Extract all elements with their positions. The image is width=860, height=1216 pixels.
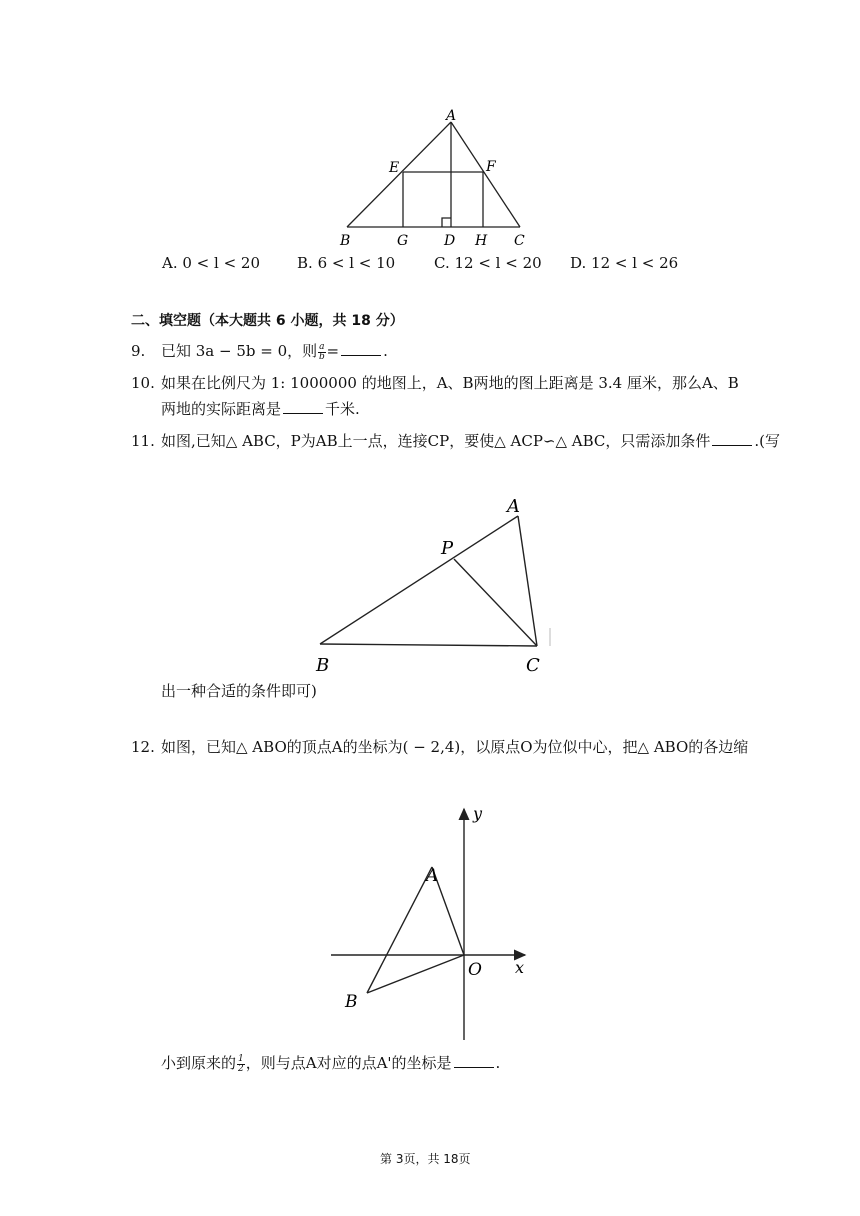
question-11: 11. 如图,已知△ ABC，P为AB上一点，连接CP，要使△ ACP∽△ ABC，只需添加条件 .(写 xyxy=(131,432,781,450)
label-h: H xyxy=(475,233,488,249)
question-11-line1: 如图,已知△ ABC，P为AB上一点，连接CP，要使△ ACP∽△ ABC，只需添加条件 xyxy=(161,432,711,450)
label-g: G xyxy=(397,233,409,249)
section-title: 二、填空题（本大题共 6 小题，共 18 分） xyxy=(131,313,404,329)
question-11-line2: 出一种合适的条件即可) xyxy=(161,682,317,700)
label-a: A xyxy=(446,108,457,124)
question-11-number: 11. xyxy=(131,432,155,450)
figure-triangle-rectangle xyxy=(330,105,540,250)
question-12-line1: 如图，已知△ ABO的顶点A的坐标为( − 2,4)，以原点O为位似中心，把△ ABO的各边缩 xyxy=(161,738,749,756)
label-x: x xyxy=(515,958,525,977)
question-9-text: 已知 3a − 5b = 0，则 xyxy=(161,342,318,360)
fraction-a-over-b: $\frac{a}{b}$ xyxy=(318,341,325,362)
answer-blank-11[interactable] xyxy=(712,431,752,446)
segment-cp xyxy=(454,559,537,646)
answer-blank-10[interactable] xyxy=(283,399,323,414)
question-10-line1: 如果在比例尺为 1: 1000000 的地图上，A、B两地的图上距离是 3.4 厘米，那么A、B xyxy=(161,374,739,392)
answer-blank-9[interactable] xyxy=(341,341,381,356)
label-e: E xyxy=(389,160,400,176)
question-12-line2: 小到原来的 $\frac{1}{2}$ ，则与点A对应的点A'的坐标是 . xyxy=(161,1053,501,1074)
label-f: F xyxy=(486,159,496,175)
label-d: D xyxy=(444,233,456,249)
fraction-one-half: $\frac{1}{2}$ xyxy=(238,1053,244,1074)
label-a: A xyxy=(426,866,439,886)
answer-blank-12[interactable] xyxy=(454,1053,494,1068)
label-y: y xyxy=(473,804,483,823)
q8-option-d: D. 12 < l < 26 xyxy=(570,254,679,272)
side-bc xyxy=(320,644,537,646)
side-bo xyxy=(367,955,464,993)
question-9-number: 9. xyxy=(131,342,146,360)
question-10 xyxy=(131,372,739,394)
side-ab xyxy=(320,516,518,644)
question-9: 9. 已知 3a − 5b = 0，则 $\frac{a}{b}$ = . xyxy=(131,341,388,362)
question-10-line2: 两地的实际距离是 千米. xyxy=(161,400,360,418)
question-10-number: 10. xyxy=(131,374,155,392)
side-ac xyxy=(518,516,537,646)
q8-option-b: B. 6 < l < 10 xyxy=(297,254,396,272)
question-12 xyxy=(131,736,748,758)
question-12-number: 12. xyxy=(131,738,155,756)
page-footer: 第 3页，共 18页 xyxy=(380,1152,471,1166)
side-ab xyxy=(367,867,432,993)
figure-coordinate-abo xyxy=(325,795,540,1045)
label-c: C xyxy=(514,233,525,249)
label-b: B xyxy=(345,992,358,1012)
label-a: A xyxy=(507,496,520,517)
label-p: P xyxy=(441,538,454,559)
q8-option-c: C. 12 < l < 20 xyxy=(434,254,542,272)
right-angle-mark xyxy=(442,218,451,227)
label-c: C xyxy=(526,655,540,676)
label-b: B xyxy=(316,655,330,676)
figure-triangle-apc xyxy=(310,488,560,680)
label-b: B xyxy=(340,233,351,249)
label-o: O xyxy=(468,960,482,980)
q8-option-a: A. 0 < l < 20 xyxy=(162,254,261,272)
